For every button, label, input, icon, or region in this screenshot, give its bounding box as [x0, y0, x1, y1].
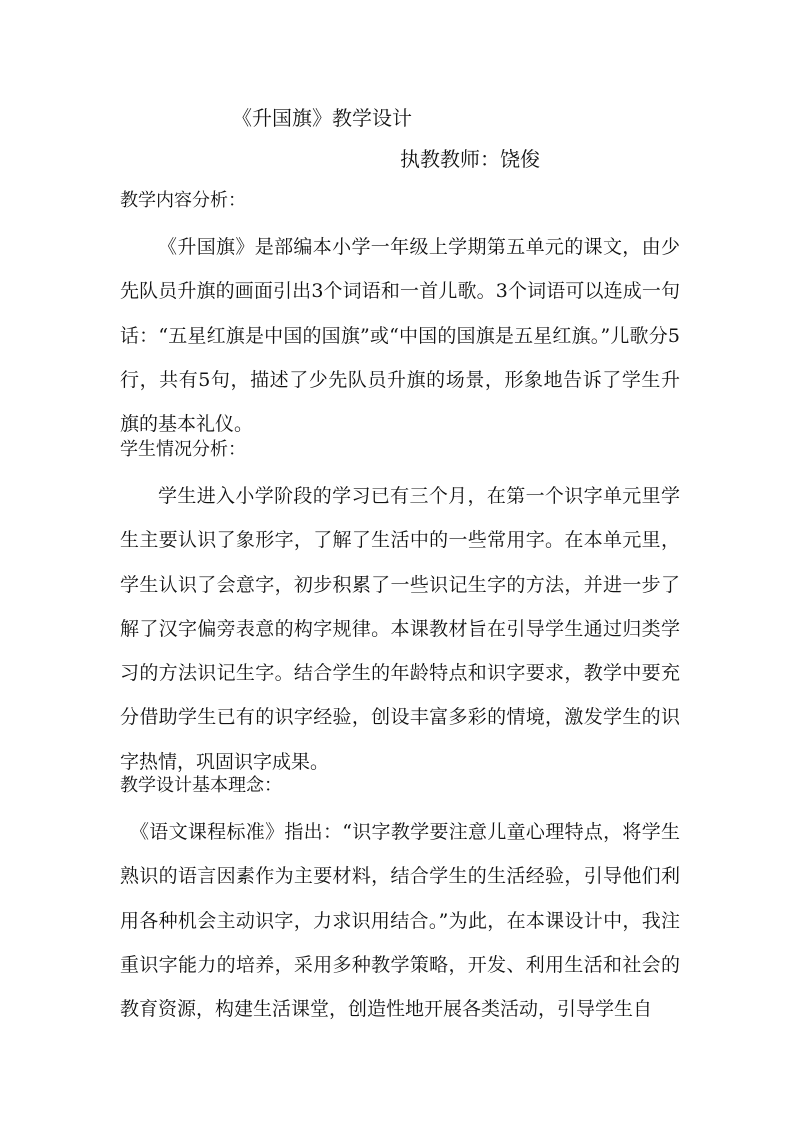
section-heading-design-concept: 教学设计基本理念：	[120, 775, 282, 796]
section-heading-student-analysis: 学生情况分析：	[120, 439, 246, 460]
section-paragraph-design-concept: 《语文课程标准》指出：“识字教学要注意儿童心理特点，将学生熟识的语言因素作为主要材料，结合学生的生活经验，引导他们利用各种机会主动识字，力求识用结合。”为此，在本课设计中，我注重识字能力的培养，采用多种教学策略，开发、利用生活和社会的教育资源，构建生活课堂，创造性地开展各类活动，引导学生自	[120, 821, 680, 1021]
teacher-name: 执教教师：饶俊	[400, 147, 540, 171]
section-paragraph-content-analysis: 《升国旗》是部编本小学一年级上学期第五单元的课文，由少先队员升旗的画面引出3个词语和一首儿歌。3个词语可以连成一句话：“五星红旗是中国的国旗”或“中国的国旗是五星红旗。”儿歌分5行，共有5句，描述了少先队员升旗的场景，形象地告诉了学生升旗的基本礼仪。	[120, 236, 680, 436]
section-heading-content-analysis: 教学内容分析：	[120, 190, 246, 211]
document-title: 《升国旗》教学设计	[232, 106, 412, 130]
section-paragraph-student-analysis: 学生进入小学阶段的学习已有三个月，在第一个识字单元里学生主要认识了象形字，了解了生活中的一些常用字。在本单元里，学生认识了会意字，初步积累了一些识记生字的方法，并进一步了解了汉字偏旁表意的构字规律。本课教材旨在引导学生通过归类学习的方法识记生字。结合学生的年龄特点和识字要求，教学中要充分借助学生已有的识字经验，创设丰富多彩的情境，激发学生的识字热情，巩固识字成果。	[120, 485, 680, 773]
